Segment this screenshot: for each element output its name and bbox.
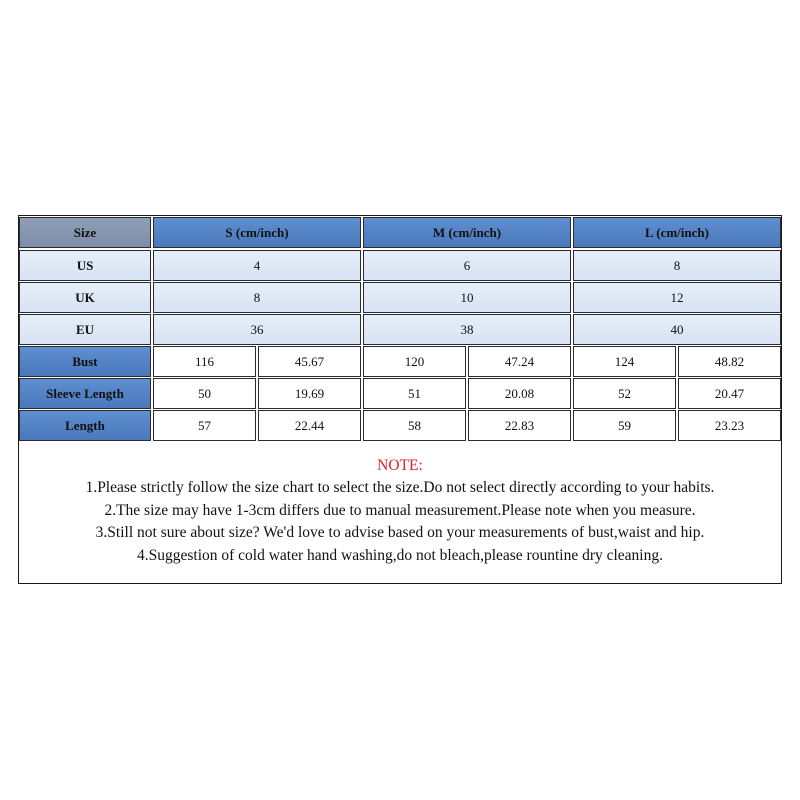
note-line-2: 2.The size may have 1-3cm differs due to manual measurement.Please note when you measure. bbox=[104, 501, 696, 519]
us-s: 4 bbox=[153, 250, 361, 281]
row-label-sleeve-length: Sleeve Length bbox=[19, 378, 151, 409]
header-s: S (cm/inch) bbox=[153, 217, 361, 248]
sleeve-l-cm: 52 bbox=[573, 378, 676, 409]
bust-l-cm: 124 bbox=[573, 346, 676, 377]
sleeve-s-cm: 50 bbox=[153, 378, 256, 409]
row-label-bust: Bust bbox=[19, 346, 151, 377]
header-size: Size bbox=[19, 217, 151, 248]
sleeve-l-inch: 20.47 bbox=[678, 378, 781, 409]
header-l: L (cm/inch) bbox=[573, 217, 781, 248]
sleeve-m-inch: 20.08 bbox=[468, 378, 571, 409]
us-m: 6 bbox=[363, 250, 571, 281]
note-title: NOTE: bbox=[377, 457, 423, 474]
notes-section bbox=[19, 447, 781, 583]
length-m-inch: 22.83 bbox=[468, 410, 571, 441]
row-label-us: US bbox=[19, 250, 151, 281]
note-line-1: 1.Please strictly follow the size chart to select the size.Do not select directly according to your habits. bbox=[85, 479, 715, 496]
bust-s-inch: 45.67 bbox=[258, 346, 361, 377]
header-m: M (cm/inch) bbox=[363, 217, 571, 248]
length-l-cm: 59 bbox=[573, 410, 676, 441]
bust-m-cm: 120 bbox=[363, 346, 466, 377]
uk-l: 12 bbox=[573, 282, 781, 313]
eu-m: 38 bbox=[363, 314, 571, 345]
length-l-inch: 23.23 bbox=[678, 410, 781, 441]
eu-l: 40 bbox=[573, 314, 781, 345]
us-l: 8 bbox=[573, 250, 781, 281]
note-line-3: 3.Still not sure about size? We'd love to advise based on your measurements of bust,waist and hip. bbox=[95, 524, 705, 541]
bust-s-cm: 116 bbox=[153, 346, 256, 377]
row-label-uk: UK bbox=[19, 282, 151, 313]
bust-m-inch: 47.24 bbox=[468, 346, 571, 377]
sleeve-m-cm: 51 bbox=[363, 378, 466, 409]
uk-m: 10 bbox=[363, 282, 571, 313]
row-label-eu: EU bbox=[19, 314, 151, 345]
eu-s: 36 bbox=[153, 314, 361, 345]
length-s-cm: 57 bbox=[153, 410, 256, 441]
length-s-inch: 22.44 bbox=[258, 410, 361, 441]
note-line-4: 4.Suggestion of cold water hand washing,do not bleach,please rountine dry cleaning. bbox=[136, 546, 663, 564]
row-label-length: Length bbox=[19, 410, 151, 441]
bust-l-inch: 48.82 bbox=[678, 346, 781, 377]
length-m-cm: 58 bbox=[363, 410, 466, 441]
sleeve-s-inch: 19.69 bbox=[258, 378, 361, 409]
uk-s: 8 bbox=[153, 282, 361, 313]
